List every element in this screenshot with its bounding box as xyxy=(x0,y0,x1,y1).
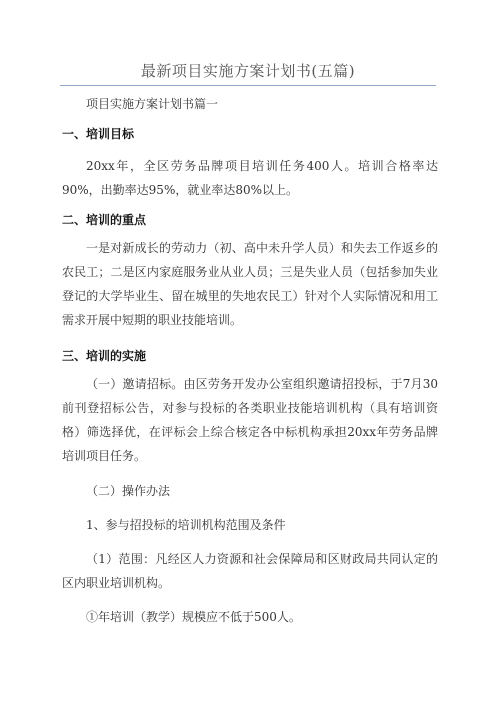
document-subtitle: 项目实施方案计划书篇一 xyxy=(86,97,219,111)
section-heading-implementation: 三、培训的实施 xyxy=(62,349,147,363)
section-heading-goals: 一、培训目标 xyxy=(62,127,135,141)
title-underline xyxy=(60,85,436,86)
paragraph-bidder-scope: 1、参与招投标的培训机构范围及条件 xyxy=(86,518,286,532)
paragraph-scope-definition: （1）范围：凡经区人力资源和社会保障局和区财政局共同认定的区内职业培训机构。 xyxy=(62,552,438,590)
section-body-goals: 20xx年，全区劳务品牌项目培训任务400人。培训合格率达90%，出勤率达95%，就业率达80%以上。 xyxy=(62,159,438,197)
document-title: 最新项目实施方案计划书(五篇) xyxy=(140,62,356,80)
section-heading-focus: 二、培训的重点 xyxy=(62,213,147,227)
paragraph-invite-bidding: （一）邀请招标。由区劳务开发办公室组织邀请招投标，于7月30前刊登招标公告，对参与投标的各类职业技能培训机构（具有培训资格）筛选择优，在评标会上综合核定各中标机构承担20xx年劳务品牌培训项目任务。 xyxy=(62,377,438,463)
paragraph-operation-method: （二）操作办法 xyxy=(86,484,171,498)
paragraph-training-scale: ①年培训（教学）规模应不低于500人。 xyxy=(86,610,301,624)
section-body-focus: 一是对新成长的劳动力（初、高中未升学人员）和失去工作返乡的农民工；二是区内家庭服务业从业人员；三是失业人员（包括参加失业登记的大学毕业生、留在城里的失地农民工）针对个人实际情况和用工需求开展中短期的职业技能培训。 xyxy=(62,241,438,327)
